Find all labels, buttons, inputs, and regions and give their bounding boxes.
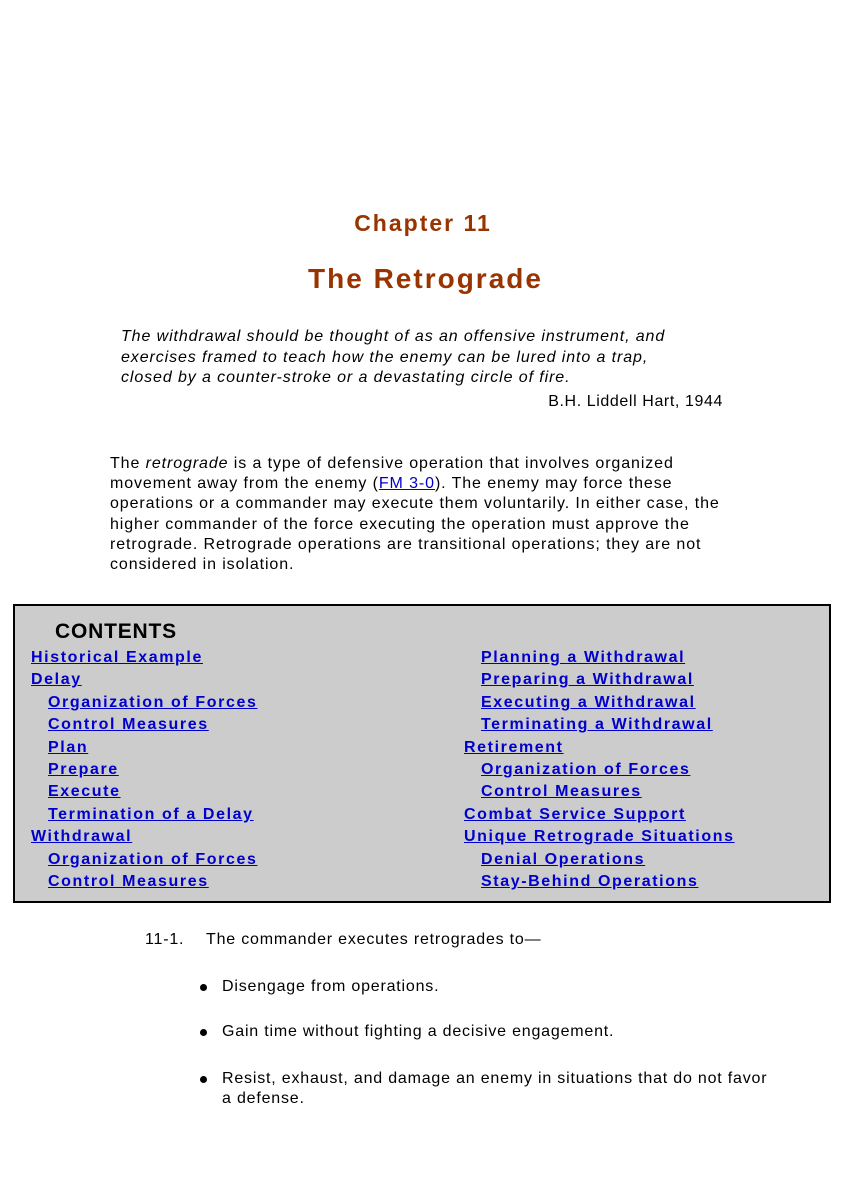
contents-link-plan[interactable]: Plan [48, 738, 89, 756]
contents-link-historical-example[interactable]: Historical Example [31, 649, 203, 666]
bullet-dot-icon [200, 1076, 207, 1083]
contents-item [31, 781, 257, 803]
contents-left-column [31, 647, 257, 893]
intro-line [110, 454, 790, 474]
bullet-line: Disengage from operations. [222, 978, 440, 995]
paragraph-11-1 [145, 931, 541, 949]
contents-link-control-measures[interactable]: Control Measures [481, 783, 642, 801]
contents-link-denial-operations[interactable]: Denial Operations [481, 850, 646, 868]
bullet-item [200, 977, 810, 997]
intro-line [110, 474, 790, 494]
contents-link-executing-a-withdrawal[interactable]: Executing a Withdrawal [481, 693, 696, 711]
contents-link-delay[interactable]: Delay [31, 671, 82, 689]
contents-link-preparing-a-withdrawal[interactable]: Preparing a Withdrawal [481, 671, 694, 689]
contents-item [464, 714, 735, 736]
contents-link-organization-of-forces[interactable]: Organization of Forces [48, 850, 258, 868]
intro-line: higher commander of the force executing the operation must approve the [110, 515, 690, 533]
fm-3-0-link[interactable]: FM 3-0 [378, 475, 435, 493]
contents-item [464, 647, 735, 669]
intro-paragraph [110, 454, 790, 575]
bullet-line: Gain time without fighting a decisive engagement. [222, 1023, 615, 1040]
contents-item [31, 669, 257, 691]
contents-link-termination-of-a-delay[interactable]: Termination of a Delay [48, 805, 254, 823]
bullet-text [222, 1022, 810, 1042]
epigraph-line: closed by a counter-stroke or a devastating circle of fire. [121, 369, 571, 386]
contents-item [31, 714, 257, 736]
epigraph-attribution: B.H. Liddell Hart, 1944 [548, 393, 723, 410]
bullet-text [222, 1069, 810, 1109]
contents-link-stay-behind-operations[interactable]: Stay-Behind Operations [481, 872, 699, 890]
contents-item [464, 871, 735, 893]
bullet-dot-icon [200, 1029, 207, 1036]
intro-text: The [110, 455, 146, 472]
epigraph-line: exercises framed to teach how the enemy can be lured into a trap, [121, 348, 649, 366]
contents-item [464, 849, 735, 871]
intro-line: retrograde. Retrograde operations are transitional operations; they are not [110, 535, 702, 553]
contents-item [31, 871, 257, 893]
intro-line: considered in isolation. [110, 556, 295, 574]
contents-item [464, 826, 735, 848]
contents-link-planning-a-withdrawal[interactable]: Planning a Withdrawal [481, 649, 686, 666]
contents-link-prepare[interactable]: Prepare [48, 760, 119, 778]
contents-link-organization-of-forces[interactable]: Organization of Forces [48, 693, 258, 711]
contents-link-control-measures[interactable]: Control Measures [48, 872, 209, 890]
bullet-item [200, 1069, 810, 1109]
contents-link-execute[interactable]: Execute [48, 783, 121, 801]
contents-heading: CONTENTS [55, 620, 177, 643]
intro-text: ). The enemy may force these [434, 475, 673, 493]
intro-line: operations or a commander may execute them voluntarily. In either case, the [110, 495, 720, 513]
contents-item [31, 759, 257, 781]
contents-link-retirement[interactable]: Retirement [464, 738, 564, 756]
bullet-line: a defense. [222, 1090, 305, 1107]
bullet-item [200, 1022, 810, 1042]
contents-item [464, 759, 735, 781]
paragraph-text: The commander executes retrogrades to— [206, 931, 542, 948]
contents-item [464, 692, 735, 714]
epigraph-quote [121, 327, 741, 389]
contents-right-column [464, 647, 735, 893]
contents-item [31, 692, 257, 714]
retrograde-term: retrograde [145, 455, 229, 472]
contents-item [31, 849, 257, 871]
bullet-dot-icon [200, 984, 207, 991]
contents-link-unique-retrograde-situations[interactable]: Unique Retrograde Situations [464, 828, 735, 846]
contents-item [464, 781, 735, 803]
epigraph-line: The withdrawal should be thought of as an offensive instrument, and [121, 328, 666, 345]
intro-text: movement away from the enemy ( [110, 475, 379, 493]
contents-item [31, 647, 257, 669]
contents-item [31, 737, 257, 759]
intro-text: is a type of defensive operation that involves organized [228, 455, 674, 472]
bullet-text [222, 977, 810, 997]
contents-item [464, 737, 735, 759]
contents-item [31, 804, 257, 826]
paragraph-number: 11-1. [145, 931, 185, 948]
contents-link-organization-of-forces[interactable]: Organization of Forces [481, 760, 691, 778]
contents-item [31, 826, 257, 848]
chapter-title: The Retrograde [308, 263, 543, 294]
contents-link-withdrawal[interactable]: Withdrawal [31, 828, 133, 846]
bullet-line: Resist, exhaust, and damage an enemy in situations that do not favor [222, 1070, 768, 1087]
chapter-label: Chapter 11 [354, 210, 492, 236]
contents-link-combat-service-support[interactable]: Combat Service Support [464, 805, 686, 823]
contents-item [464, 804, 735, 826]
contents-box [13, 604, 831, 903]
contents-link-control-measures[interactable]: Control Measures [48, 716, 209, 734]
contents-item [464, 669, 735, 691]
contents-link-terminating-a-withdrawal[interactable]: Terminating a Withdrawal [481, 716, 713, 734]
